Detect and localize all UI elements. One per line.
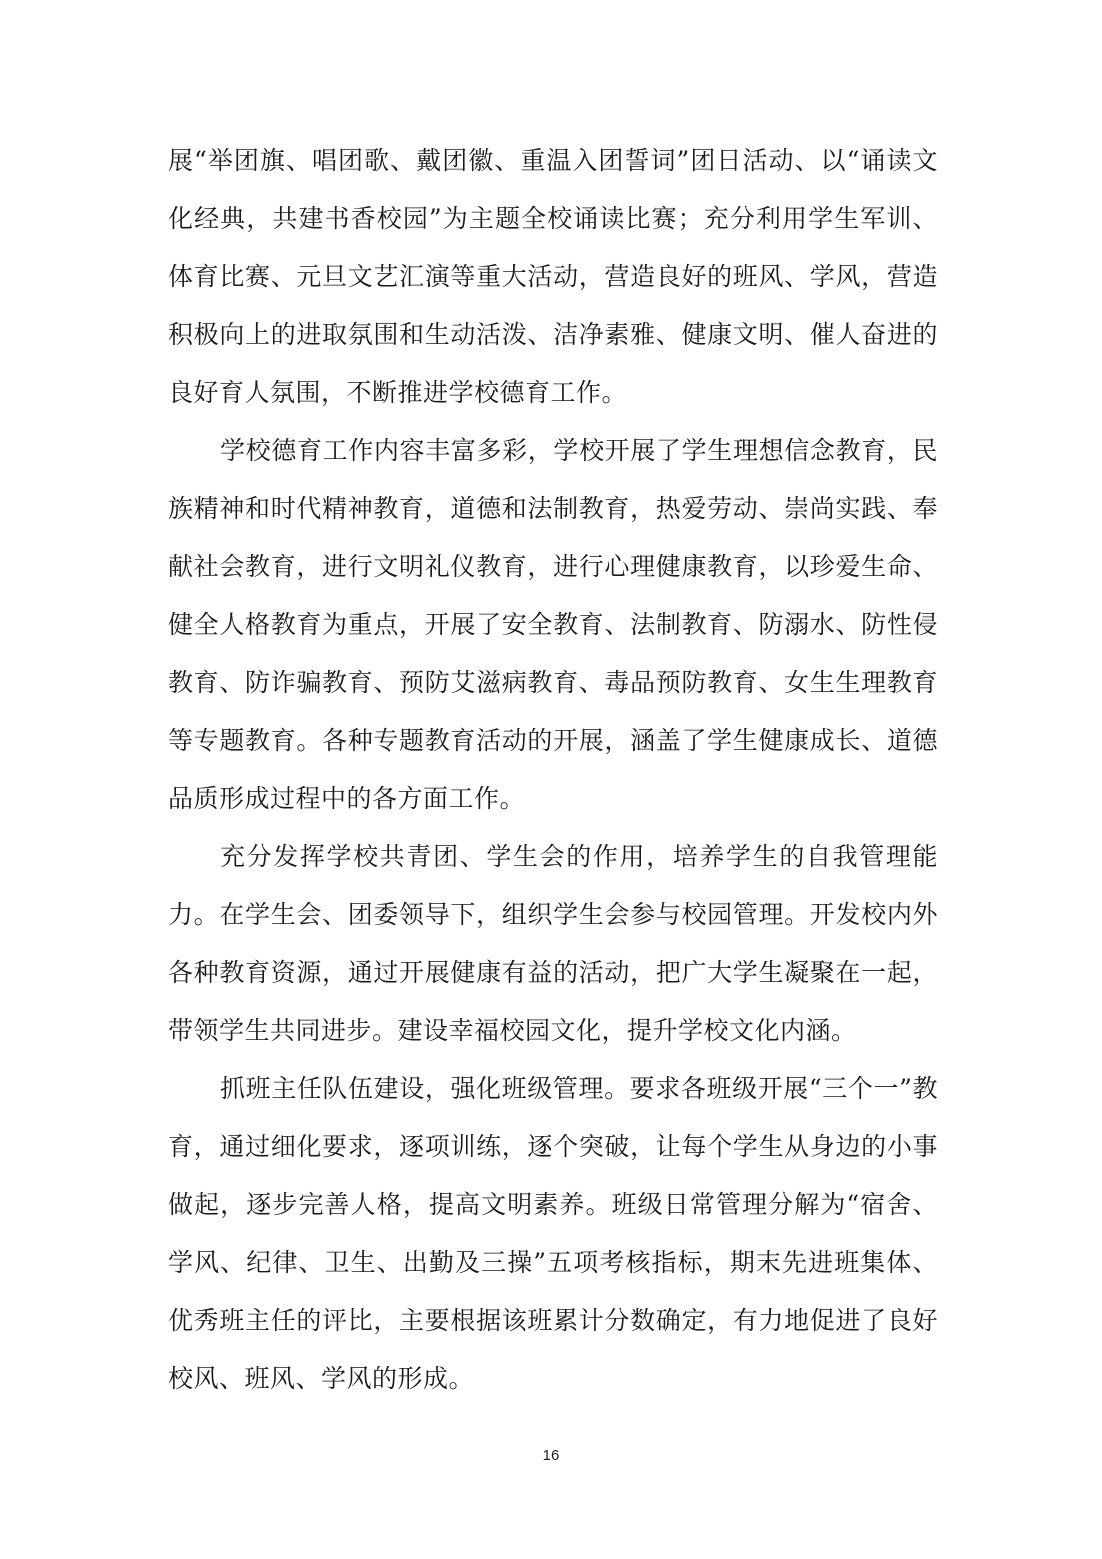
paragraph-class-management: 抓班主任队伍建设，强化班级管理。要求各班级开展“三个一”教育，通过细化要求，逐项训练，逐个突破，让每个学生从身边的小事做起，逐步完善人格，提高文明素养。班级日常管理分解为“宿舍、学风、纪律、卫生、出勤及三操”五项考核指标，期末先进班集体、优秀班主任的评比，主要根据该班累计分数确定，有力地促进了良好校风、班风、学风的形成。	[168, 1074, 938, 1393]
page-number: 16	[542, 1447, 560, 1464]
paragraph-continuation: 展“举团旗、唱团歌、戴团徽、重温入团誓词”团日活动、以“诵读文化经典，共建书香校园”为主题全校诵读比赛；充分利用学生军训、体育比赛、元旦文艺汇演等重大活动，营造良好的班风、学风，营造积极向上的进取氛围和生动活泼、洁净素雅、健康文明、催人奋进的良好育人氛围，不断推进学校德育工作。	[168, 146, 938, 407]
paragraph-moral-education-content: 学校德育工作内容丰富多彩，学校开展了学生理想信念教育，民族精神和时代精神教育，道德和法制教育，热爱劳动、崇尚实践、奉献社会教育，进行文明礼仪教育，进行心理健康教育，以珍爱生命、健全人格教育为重点，开展了安全教育、法制教育、防溺水、防性侵教育、防诈骗教育、预防艾滋病教育、毒品预防教育、女生生理教育等专题教育。各种专题教育活动的开展，涵盖了学生健康成长、道德品质形成过程中的各方面工作。	[168, 436, 938, 813]
body-text	[168, 132, 938, 1408]
paragraph-student-union: 充分发挥学校共青团、学生会的作用，培养学生的自我管理能力。在学生会、团委领导下，组织学生会参与校园管理。开发校内外各种教育资源，通过开展健康有益的活动，把广大学生凝聚在一起，带领学生共同进步。建设幸福校园文化，提升学校文化内涵。	[168, 842, 938, 1045]
